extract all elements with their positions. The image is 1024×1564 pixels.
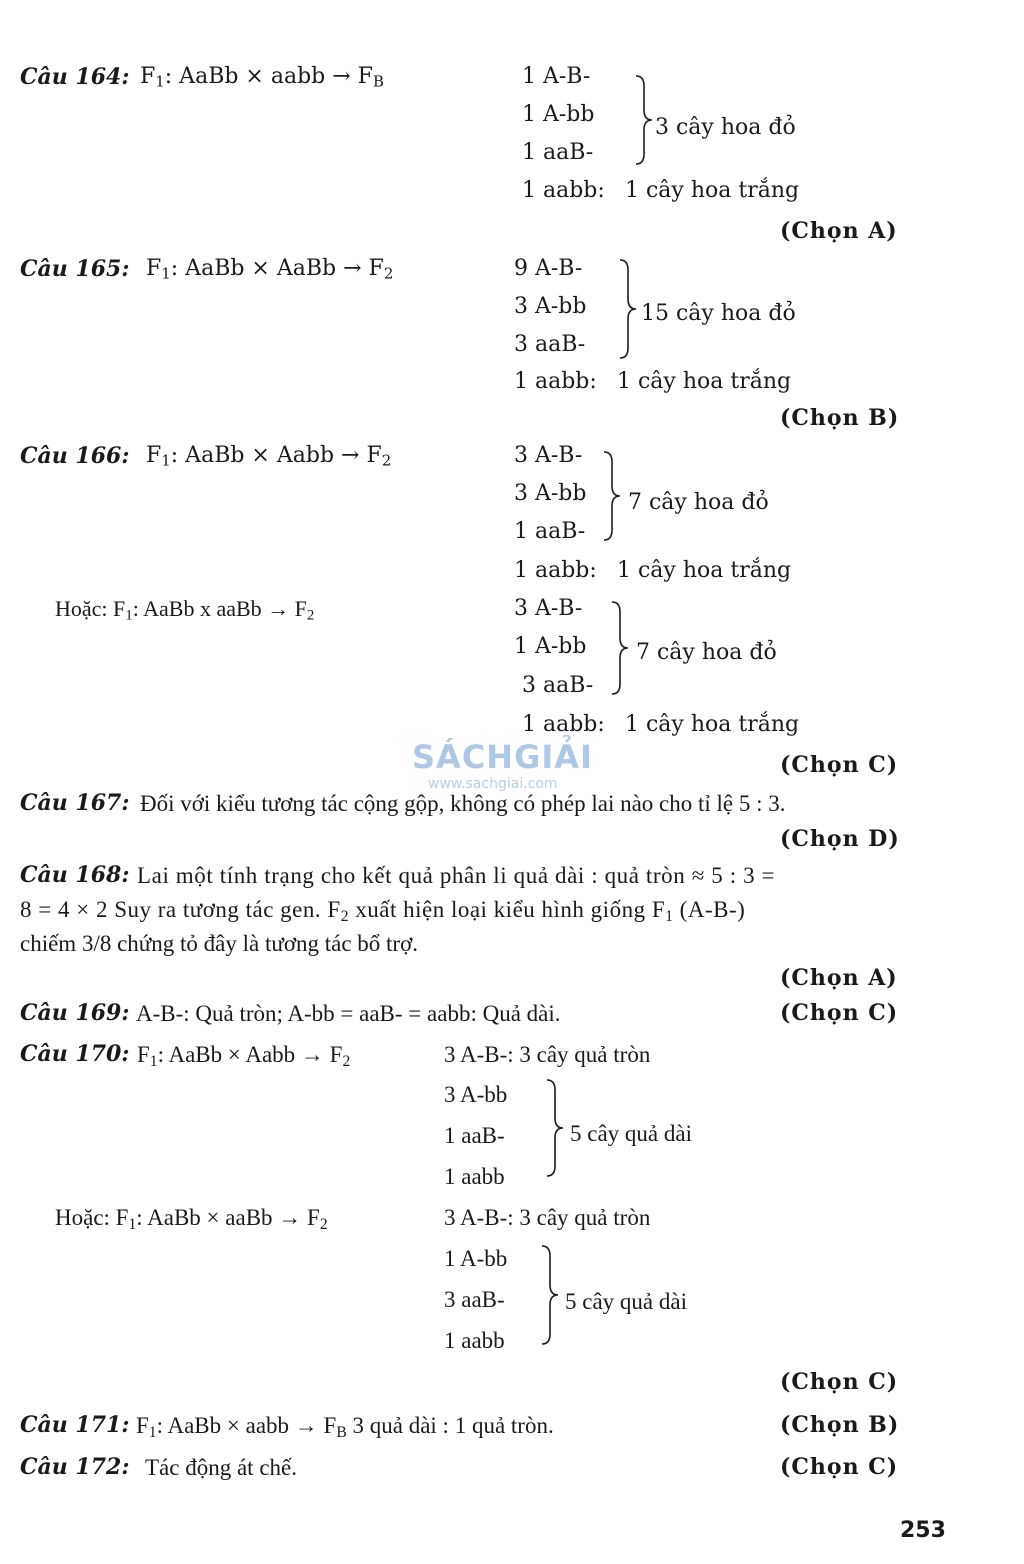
answer-choice: (Chọn A) <box>780 965 898 991</box>
genotype-row: 1 aaB- <box>522 140 594 165</box>
genotype-row: 3 A-bb <box>514 481 587 506</box>
genotype-row: 3 A-B-: 3 cây quả tròn <box>444 1042 651 1067</box>
right-brace <box>634 74 654 166</box>
cross-formula: $F_1$: AaBb × Aabb → $F_2$ <box>137 1042 351 1070</box>
question-label: Câu 166: <box>20 443 130 469</box>
genotype-row: 1 A-bb <box>514 634 587 659</box>
genotype-row: 3 A-bb <box>514 294 587 319</box>
question-text: Đối với kiểu tương tác cộng gộp, không có phép lai nào cho tỉ lệ 5 : 3. <box>140 791 786 816</box>
genotype-row: 1 aabb <box>444 1164 505 1189</box>
phenotype-group: 5 cây quả dài <box>565 1289 687 1314</box>
answer-choice: (Chọn C) <box>780 1369 899 1395</box>
phenotype-group: 5 cây quả dài <box>570 1121 692 1146</box>
answer-choice: (Chọn B) <box>780 405 900 431</box>
genotype-row: 3 aaB- <box>514 332 586 357</box>
cross-formula: $F_1$: AaBb × AaBb → $F_2$ <box>146 256 394 283</box>
phenotype-group: 15 cây hoa đỏ <box>641 301 796 326</box>
question-label: Câu 171: <box>20 1412 130 1438</box>
genotype-row: 1 aabb: <box>514 369 597 394</box>
phenotype-group: 7 cây hoa đỏ <box>636 640 777 665</box>
genotype-row: 1 aabb: <box>514 558 597 583</box>
right-brace <box>602 450 622 542</box>
answer-choice: (Chọn B) <box>780 1412 900 1438</box>
question-label: Câu 167: <box>20 790 130 816</box>
question-label: Câu 170: <box>20 1041 130 1067</box>
answer-choice: (Chọn A) <box>780 218 898 244</box>
genotype-row: 3 A-B- <box>514 596 583 621</box>
genotype-row: 1 A-bb <box>444 1246 508 1271</box>
right-brace <box>545 1078 565 1178</box>
alt-cross-formula: Hoặc: $F_1$: AaBb x aaBb → $F_2$ <box>55 596 315 624</box>
phenotype-last: 1 cây hoa trắng <box>625 178 800 203</box>
page-number: 253 <box>900 1518 946 1543</box>
genotype-row: 1 aaB- <box>514 519 586 544</box>
genotype-row: 1 aaB- <box>444 1123 505 1148</box>
right-brace <box>610 600 630 696</box>
watermark-url: www.sachgiai.com <box>428 776 558 792</box>
genotype-row: 1 A-B- <box>522 64 591 89</box>
answer-choice: (Chọn D) <box>780 826 900 852</box>
genotype-row: 3 A-B-: 3 cây quả tròn <box>444 1205 651 1230</box>
answer-choice: (Chọn C) <box>780 752 899 778</box>
question-label: Câu 164: <box>20 64 130 90</box>
cross-formula: $F_1$: AaBb × aabb → $F_B$ <box>140 64 384 91</box>
genotype-row: 3 aaB- <box>522 673 594 698</box>
genotype-row: 3 aaB- <box>444 1287 505 1312</box>
phenotype-last: 1 cây hoa trắng <box>617 369 792 394</box>
alt-cross-formula: Hoặc: $F_1$: AaBb × aaBb → $F_2$ <box>55 1205 328 1233</box>
watermark-logo: SÁCHGIẢI <box>412 738 593 776</box>
genotype-row: 1 aabb <box>444 1328 505 1353</box>
genotype-row: 3 A-B- <box>514 443 583 468</box>
question-label: Câu 169: <box>20 1000 130 1026</box>
question-label: Câu 172: <box>20 1454 130 1480</box>
question-text: Tác động át chế. <box>145 1455 297 1480</box>
right-brace <box>540 1244 560 1346</box>
question-text: $F_1$: AaBb × aabb → $F_B$ 3 quả dài : 1 quả tròn. <box>136 1413 554 1441</box>
genotype-row: 1 A-bb <box>522 102 595 127</box>
answer-choice: (Chọn C) <box>780 1000 899 1026</box>
right-brace <box>618 258 638 360</box>
phenotype-last: 1 cây hoa trắng <box>617 558 792 583</box>
genotype-row: 3 A-bb <box>444 1082 508 1107</box>
cross-formula: $F_1$: AaBb × Aabb → $F_2$ <box>146 443 392 470</box>
question-text: A-B-: Quả tròn; A-bb = aaB- = aabb: Quả dài. <box>136 1001 561 1026</box>
genotype-row: 1 aabb: <box>522 712 605 737</box>
watermark <box>412 738 593 792</box>
question-text-line: chiếm 3/8 chứng tỏ đây là tương tác bổ trợ. <box>20 931 418 956</box>
genotype-row: 9 A-B- <box>514 256 583 281</box>
phenotype-last: 1 cây hoa trắng <box>625 712 800 737</box>
phenotype-group: 7 cây hoa đỏ <box>628 490 769 515</box>
answer-choice: (Chọn C) <box>780 1454 899 1480</box>
phenotype-group: 3 cây hoa đỏ <box>655 115 796 140</box>
question-label: Câu 165: <box>20 256 130 282</box>
genotype-row: 1 aabb: <box>522 178 605 203</box>
question-text-line: Lai một tính trạng cho kết quả phân li quả dài : quả tròn ≈ 5 : 3 = <box>137 863 776 888</box>
question-text-line: 8 = 4 × 2 Suy ra tương tác gen. $F_2$ xuất hiện loại kiểu hình giống $F_1$ (A-B-) <box>20 897 746 925</box>
question-label: Câu 168: <box>20 862 130 888</box>
